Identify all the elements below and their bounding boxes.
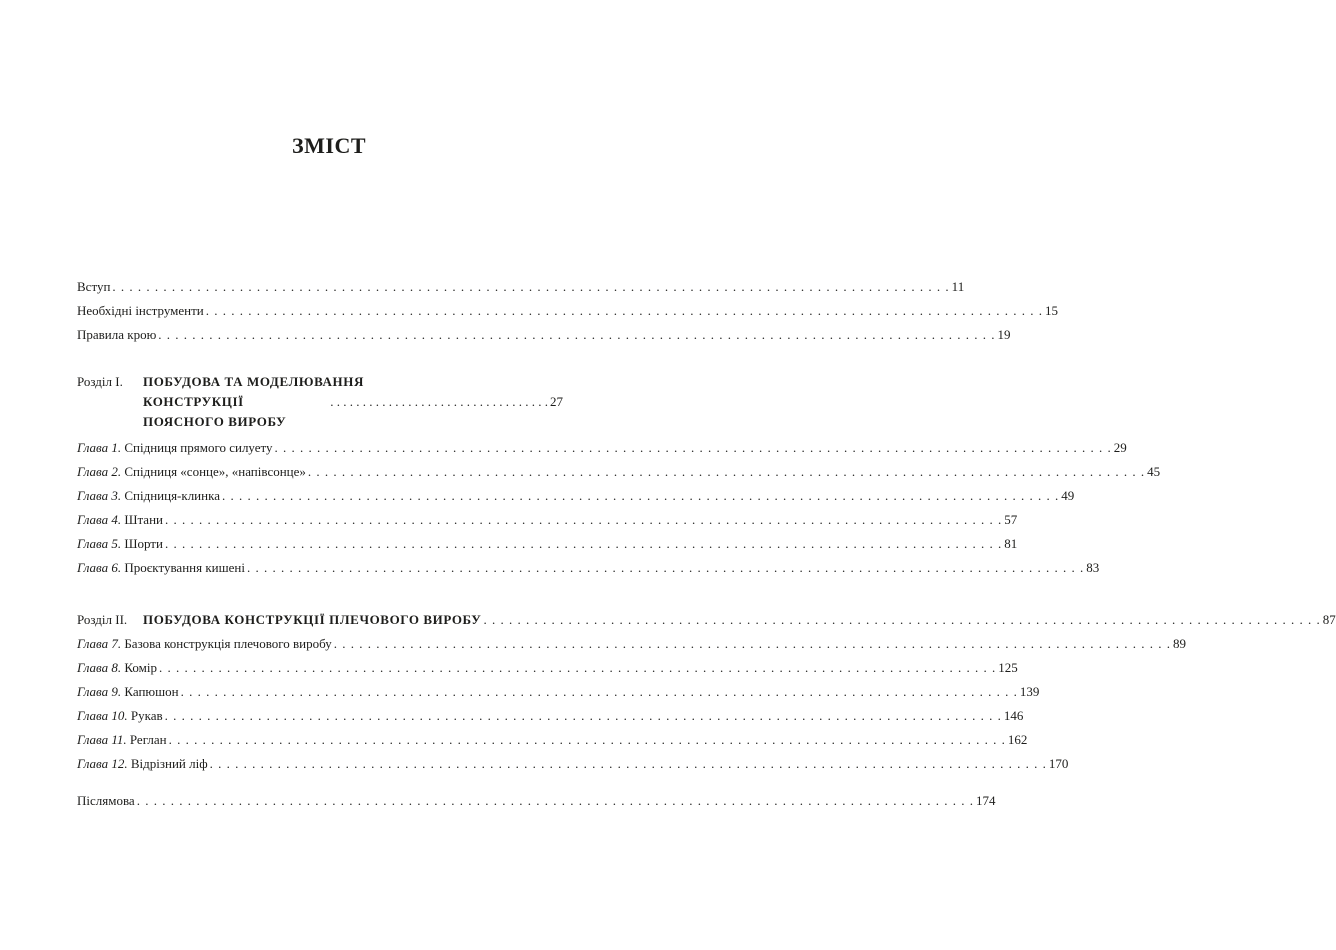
- section-2-heading[interactable]: [77, 608, 1336, 632]
- dot-leader: . . . . . . . . . . . . . . . . . . . . . . . . . . . . . . . . . .: [330, 394, 548, 409]
- toc-entry-cutting-rules[interactable]: [77, 323, 1011, 347]
- toc-chapter[interactable]: [77, 532, 1018, 556]
- chapter-number: Глава 7.: [77, 636, 122, 651]
- toc-page-number: 87: [1322, 612, 1336, 627]
- chapter-title: Комір: [124, 660, 157, 675]
- chapter-number: Глава 10.: [77, 708, 128, 723]
- toc-page-number: 19: [997, 327, 1011, 342]
- chapter-number: Глава 3.: [77, 488, 122, 503]
- section-title-line1: ПОБУДОВА ТА МОДЕЛЮВАННЯ: [143, 374, 364, 389]
- toc-chapter[interactable]: [77, 556, 1100, 580]
- section-1: [77, 372, 1161, 580]
- toc-page-number: 81: [1004, 536, 1018, 551]
- table-of-contents: [77, 276, 1336, 813]
- toc-entry-afterword[interactable]: [77, 789, 996, 813]
- section-title: ПОБУДОВА КОНСТРУКЦІЇ ПЛЕЧОВОГО ВИРОБУ: [143, 612, 482, 627]
- chapter-title: Капюшон: [124, 684, 179, 699]
- dot-leader: [137, 789, 974, 813]
- toc-entry-label: Правила крою: [77, 327, 157, 342]
- spacer: [77, 776, 563, 789]
- dot-leader: [112, 275, 949, 299]
- toc-chapter[interactable]: [77, 752, 1069, 776]
- chapter-title: Спідниця прямого силуету: [124, 440, 273, 455]
- chapter-title: Реглан: [129, 732, 167, 747]
- dot-leader: [308, 460, 1145, 484]
- toc-page-number: 45: [1147, 464, 1161, 479]
- toc-entry-intro[interactable]: [77, 275, 965, 299]
- toc-chapter[interactable]: [77, 632, 1186, 656]
- dot-leader: [158, 323, 995, 347]
- toc-page-number: 89: [1173, 636, 1186, 651]
- toc-page-number: 29: [1113, 440, 1127, 455]
- toc-chapter[interactable]: [77, 656, 1018, 680]
- dot-leader: [334, 632, 1171, 656]
- chapter-title: Спідниця-клинка: [124, 488, 220, 503]
- page-title: ЗМІСТ: [292, 133, 366, 158]
- chapter-title: Проєктування кишені: [124, 560, 245, 575]
- dot-leader: [222, 484, 1059, 508]
- dot-leader: [483, 608, 1320, 632]
- chapter-title: Відрізний ліф: [130, 756, 208, 771]
- toc-page-number: 57: [1004, 512, 1018, 527]
- section-2: [77, 608, 1336, 776]
- toc-page-number: 27: [550, 394, 563, 409]
- chapter-title: Базова конструкція плечового виробу: [124, 636, 332, 651]
- toc-entry-tools[interactable]: [77, 299, 1058, 323]
- section-title-line2: КОНСТРУКЦІЇ ПОЯСНОГО ВИРОБУ: [143, 394, 287, 429]
- section-label: Розділ ІІ.: [77, 612, 128, 627]
- toc-chapter[interactable]: [77, 484, 1075, 508]
- toc-chapter[interactable]: [77, 508, 1018, 532]
- toc-chapter[interactable]: [77, 460, 1161, 484]
- toc-entry-label: Необхідні інструменти: [77, 303, 204, 318]
- dot-leader: [165, 704, 1002, 728]
- toc-entry-label: Вступ: [77, 279, 111, 294]
- chapter-number: Глава 12.: [77, 756, 128, 771]
- toc-page-number: 139: [1019, 684, 1040, 699]
- chapter-title: Штани: [124, 512, 163, 527]
- chapter-number: Глава 2.: [77, 464, 122, 479]
- chapter-number: Глава 11.: [77, 732, 127, 747]
- section-1-heading[interactable]: [77, 372, 563, 432]
- dot-leader: [165, 532, 1002, 556]
- dot-leader: [165, 508, 1002, 532]
- spacer: [77, 580, 563, 608]
- toc-chapter[interactable]: [77, 704, 1024, 728]
- chapter-number: Глава 9.: [77, 684, 122, 699]
- dot-leader: [210, 752, 1047, 776]
- toc-chapter[interactable]: [77, 436, 1127, 460]
- toc-page-number: 174: [975, 793, 996, 808]
- toc-page-number: 11: [951, 279, 965, 294]
- toc-page-number: 170: [1048, 756, 1069, 771]
- toc-page-number: 49: [1061, 488, 1075, 503]
- chapter-title: Рукав: [130, 708, 163, 723]
- spacer: [77, 347, 563, 372]
- dot-leader: [159, 656, 996, 680]
- toc-chapter[interactable]: [77, 680, 1040, 704]
- toc-page-number: 146: [1003, 708, 1024, 723]
- toc-page-number: 125: [998, 660, 1018, 675]
- chapter-number: Глава 1.: [77, 440, 122, 455]
- toc-entry-label: Післямова: [77, 793, 135, 808]
- dot-leader: [275, 436, 1112, 460]
- dot-leader: [247, 556, 1084, 580]
- chapter-title: Шорти: [124, 536, 163, 551]
- dot-leader: [206, 299, 1043, 323]
- toc-page-number: 162: [1007, 732, 1028, 747]
- chapter-title: Спідниця «сонце», «напівсонце»: [124, 464, 306, 479]
- chapter-number: Глава 5.: [77, 536, 122, 551]
- section-title-line2-row: [143, 392, 563, 432]
- toc-page-number: 83: [1086, 560, 1100, 575]
- dot-leader: [169, 728, 1006, 752]
- section-label: Розділ І.: [77, 374, 123, 389]
- toc-chapter[interactable]: [77, 728, 1028, 752]
- toc-page-number: 15: [1045, 303, 1058, 318]
- chapter-number: Глава 6.: [77, 560, 122, 575]
- chapter-number: Глава 4.: [77, 512, 122, 527]
- dot-leader: [181, 680, 1018, 704]
- section-title-wrap: [143, 372, 563, 432]
- chapter-number: Глава 8.: [77, 660, 122, 675]
